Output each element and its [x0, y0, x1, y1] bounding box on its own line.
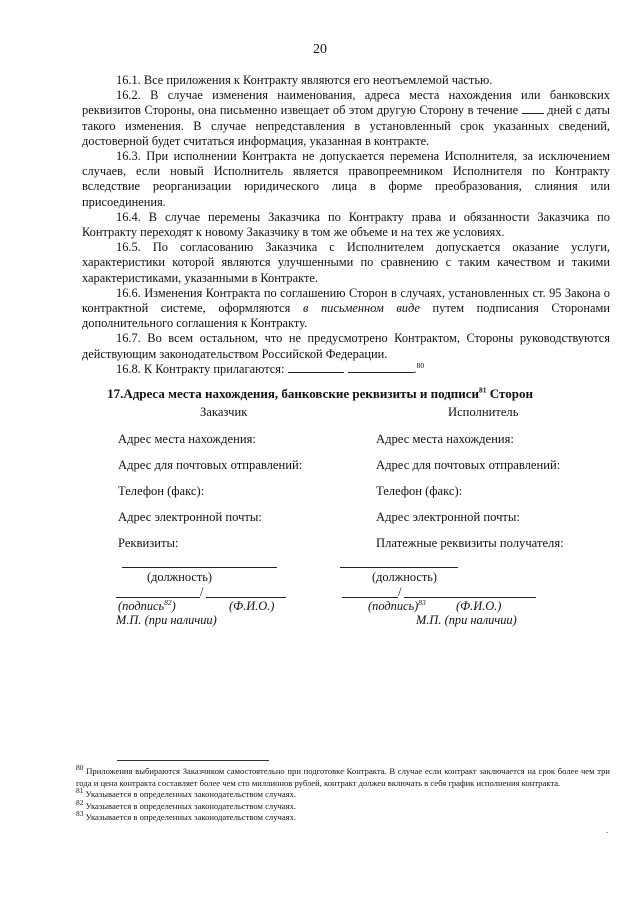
clause-16-6-part-b: путем подписания Сторонами дополнительного соглашения к Контракту. [82, 301, 610, 331]
page-number: 20 [313, 42, 327, 57]
customer-phone-label: Телефон (факс): [118, 484, 205, 498]
customer-fio-line [206, 597, 286, 598]
footnote-81-number: 81 [76, 786, 84, 796]
executor-postal-label: Адрес для почтовых отправлений: [376, 458, 561, 472]
executor-stamp-label: М.П. (при наличии) [416, 613, 517, 627]
executor-address-label: Адрес места нахождения: [376, 432, 514, 446]
footnotes [76, 763, 610, 824]
section-17-title [0, 386, 640, 402]
customer-signature-text: (подпись [118, 599, 165, 613]
customer-stamp-label: М.П. (при наличии) [116, 613, 217, 627]
footnote-81 [76, 786, 610, 801]
footnote-80-text: Приложения выбираются Заказчиком самостоятельно при подготовке Контракта. В случае если контракт заключается на срок более чем три года и цена контракта составляет более чем сто миллионов рублей, контракт должен включать в себя график исполнения контракта. [76, 766, 610, 788]
executor-fio-label: (Ф.И.О.) [456, 599, 502, 613]
executor-requisites-label: Платежные реквизиты получателя: [376, 536, 564, 550]
footnote-ref-80: 80 [416, 360, 425, 370]
clause-16-3: 16.3. При исполнении Контракта не допускается перемена Исполнителя, за исключением случаев, если новый Исполнитель является правопреемником Исполнителя по Контракту вследствие реорганизации юридического лица в форме преобразования, слияния или присоединения. [82, 149, 610, 209]
executor-heading: Исполнитель [448, 405, 519, 419]
executor-phone-label: Телефон (факс): [376, 484, 463, 498]
blank-attachment-field-2 [348, 363, 414, 373]
customer-requisites-label: Реквизиты: [118, 536, 179, 550]
footnote-separator [117, 760, 269, 761]
footnote-83-text: Указывается в определенных законодательством случаях. [85, 812, 297, 823]
footnote-82-text: Указывается в определенных законодательством случаях. [85, 800, 297, 811]
clause-16-8-text: 16.8. К Контракту прилагаются: [116, 361, 285, 376]
customer-postal-label: Адрес для почтовых отправлений: [118, 458, 303, 472]
clause-16-7: 16.7. Во всем остальном, что не предусмотрено Контрактом, Стороны руководствуются действующим законодательством Российской Федерации. [82, 331, 610, 361]
executor-signature-line [342, 597, 398, 598]
footnote-80-number: 80 [76, 763, 84, 773]
clause-16-2-part-a: 16.2. В случае изменения наименования, адреса места нахождения или банковских реквизитов Стороны, она письменно извещает об этом другую Сторону в течение [82, 88, 610, 118]
footnote-81-text: Указывается в определенных законодательством случаях. [85, 789, 297, 800]
executor-slash: / [398, 585, 402, 599]
clause-16-8-end: . [413, 361, 417, 376]
customer-heading: Заказчик [200, 405, 248, 419]
clause-16-5: 16.5. По согласованию Заказчика с Исполнителем допускается оказание услуги, характеристики которой являются улучшенными по сравнению с таким качеством и такими характеристиками, указанными в Контракте. [82, 240, 610, 285]
customer-slash: / [200, 585, 204, 599]
footnote-ref-82: 82 [164, 597, 172, 607]
blank-attachment-field-1 [288, 363, 344, 373]
contract-clauses [82, 73, 610, 377]
footnote-ref-81: 81 [479, 385, 487, 395]
executor-position-line [340, 567, 458, 568]
blank-days-field [522, 104, 544, 114]
executor-email-label: Адрес электронной почты: [376, 510, 520, 524]
section-17-title-text: 17.Адреса места нахождения, банковские реквизиты и подписи [107, 386, 480, 401]
clause-16-8 [82, 362, 610, 377]
footnote-ref-83: 83 [418, 597, 426, 607]
customer-signature-label [118, 599, 176, 614]
footnote-83 [76, 809, 610, 824]
customer-signature-line [116, 597, 200, 598]
customer-address-label: Адрес места нахождения: [118, 432, 256, 446]
footnote-80 [76, 763, 610, 789]
clause-16-1: 16.1. Все приложения к Контракту являются его неотъемлемой частью. [116, 73, 493, 87]
customer-email-label: Адрес электронной почты: [118, 510, 262, 524]
clause-16-6-part-a: 16.6. Изменения Контракта по соглашению Сторон в случаях, установленных ст. 95 Закона о контрактной системе, оформляются [82, 285, 610, 316]
page-mark: . [606, 826, 608, 835]
footnote-82 [76, 797, 610, 813]
clause-16-2 [82, 88, 610, 149]
executor-signature-text: (подпись) [368, 599, 419, 613]
footnote-83-number: 83 [76, 809, 84, 819]
customer-fio-label: (Ф.И.О.) [229, 599, 275, 613]
clause-16-4: 16.4. В случае перемены Заказчика по Контракту права и обязанности Заказчика по Контракту переходят к новому Заказчику в том же объеме и на тех же условиях. [82, 209, 610, 240]
executor-position-label: (должность) [372, 570, 438, 584]
clause-16-2-part-b: дней с даты такого изменения. В случае непредставления в установленный срок указанных сведений, достоверной будет считаться информация, указанная в контракте. [82, 103, 611, 148]
section-17-title-end: Сторон [486, 386, 533, 401]
footnote-82-number: 82 [76, 797, 84, 807]
executor-signature-label [368, 599, 426, 614]
customer-position-label: (должность) [147, 570, 213, 584]
clause-16-6 [82, 286, 610, 332]
clause-16-6-italic: в письменном виде [302, 301, 420, 316]
customer-signature-end: ) [171, 599, 176, 613]
customer-position-line [122, 567, 277, 568]
